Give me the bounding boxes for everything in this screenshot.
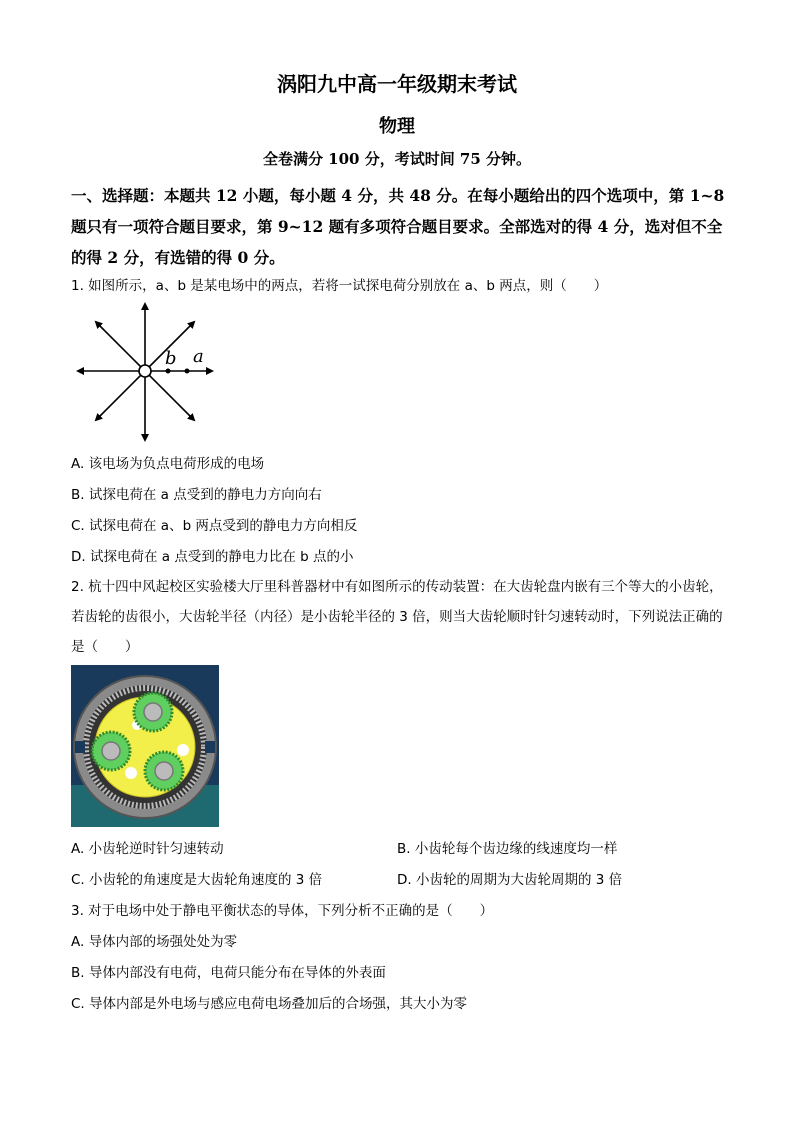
q3-option-b: B. 导体内部没有电荷，电荷只能分布在导体的外表面: [71, 965, 386, 981]
q1-option-d: D. 试探电荷在 a 点受到的静电力比在 b 点的小: [71, 549, 354, 565]
q3-stem: 3. 对于电场中处于静电平衡状态的导体，下列分析不正确的是（ ）: [71, 903, 494, 919]
q1-option-b: B. 试探电荷在 a 点受到的静电力方向向右: [71, 487, 322, 503]
q2-option-d: D. 小齿轮的周期为大齿轮周期的 3 倍: [397, 872, 623, 888]
q1-electric-field-figure: [74, 300, 216, 445]
q1-option-c: C. 试探电荷在 a、b 两点受到的静电力方向相反: [71, 518, 358, 534]
point-a-label: a: [193, 346, 204, 367]
exam-info: 全卷满分 100 分，考试时间 75 分钟。: [262, 150, 532, 168]
q2-option-c: C. 小齿轮的角速度是大齿轮角速度的 3 倍: [71, 872, 323, 888]
q3-option-a: A. 导体内部的场强处处为零: [71, 934, 238, 950]
subject-title: 物理: [379, 116, 415, 137]
q2-option-b: B. 小齿轮每个齿边缘的线速度均一样: [397, 841, 618, 857]
q2-option-a: A. 小齿轮逆时针匀速转动: [71, 841, 224, 857]
point-b-label: b: [165, 348, 177, 369]
exam-title: 涡阳九中高一年级期末考试: [277, 72, 517, 96]
q2-gear-figure: [71, 665, 219, 827]
q3-option-c: C. 导体内部是外电场与感应电荷电场叠加后的合场强，其大小为零: [71, 996, 468, 1012]
q1-option-a: A. 该电场为负点电荷形成的电场: [71, 456, 265, 472]
q1-stem: 1. 如图所示，a、b 是某电场中的两点，若将一试探电荷分别放在 a、b 两点，则（ ）: [71, 278, 608, 294]
section-instruction: 一、选择题：本题共 12 小题，每小题 4 分，共 48 分。在每小题给出的四个选项中，第 1~8 题只有一项符合题目要求，第 9~12 题有多项符合题目要求。全部选对的得 4 分，选对但不全的得 2 分，有选错的得 0 分。: [71, 186, 725, 267]
q2-stem: 2. 杭十四中风起校区实验楼大厅里科普器材中有如图所示的传动装置：在大齿轮盘内嵌有三个等大的小齿轮，若齿轮的齿很小，大齿轮半径（内径）是小齿轮半径的 3 倍，则当大齿轮顺时针匀速转动时，下列说法正确的是（ ）: [71, 579, 723, 655]
